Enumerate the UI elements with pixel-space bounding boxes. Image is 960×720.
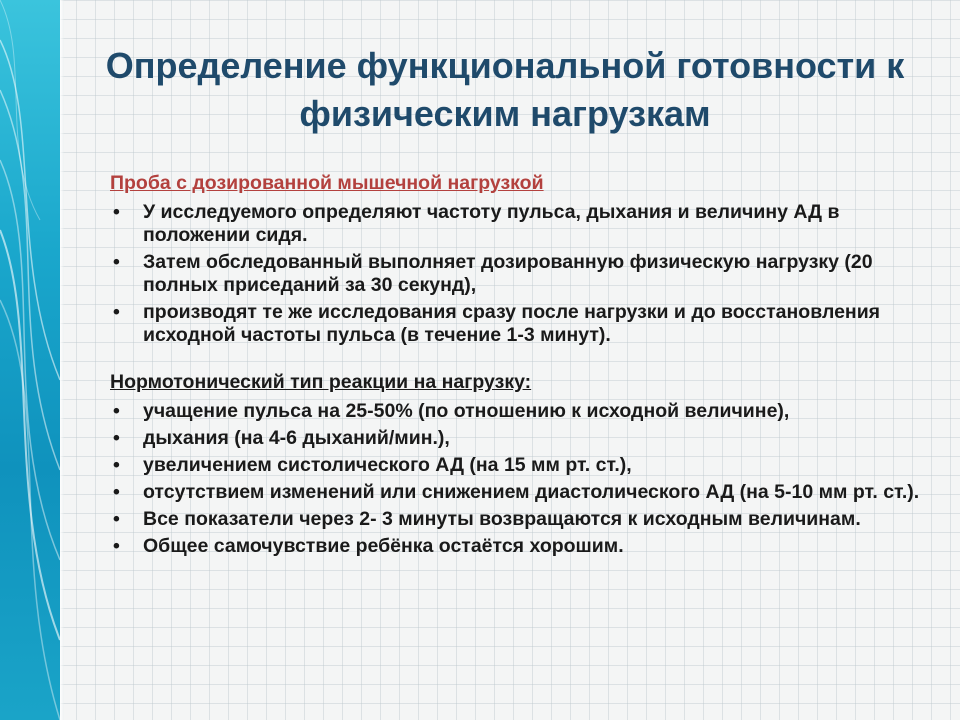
band-edge xyxy=(60,0,64,720)
list-item: • увеличением систолического АД (на 15 мм рт. ст.), xyxy=(113,454,632,476)
bullet-icon: • xyxy=(113,454,120,476)
bullet-list xyxy=(110,201,940,347)
bullet-icon: • xyxy=(113,251,120,273)
bullet-icon: • xyxy=(113,481,120,503)
decorative-side-band xyxy=(0,0,60,720)
list-item: • дыхания (на 4-6 дыханий/мин.), xyxy=(113,427,450,449)
section-normotonic-reaction xyxy=(110,371,940,558)
list-item: • отсутствием изменений или снижением диастолического АД (на 5-10 мм рт. ст.). xyxy=(113,481,920,503)
list-item: • У исследуемого определяют частоту пульса, дыхания и величину АД в положении сидя. xyxy=(113,201,840,246)
list-item: • Общее самочувствие ребёнка остаётся хорошим. xyxy=(113,535,624,557)
bullet-icon: • xyxy=(113,535,120,557)
list-item: • производят те же исследования сразу после нагрузки и до восстановления исходной частоты пульса (в течение 1-3 минут). xyxy=(113,301,881,346)
slide-title: Определение функциональной готовности к физическим нагрузкам xyxy=(105,45,905,134)
list-item: • учащение пульса на 25-50% (по отношению к исходной величине), xyxy=(113,400,790,422)
slide-content xyxy=(110,172,940,562)
section-heading: Нормотонический тип реакции на нагрузку: xyxy=(110,371,532,393)
list-item: • Все показатели через 2- 3 минуты возвращаются к исходным величинам. xyxy=(113,508,861,530)
bullet-icon: • xyxy=(113,508,120,530)
section-heading: Проба с дозированной мышечной нагрузкой xyxy=(110,172,544,194)
bullet-list xyxy=(110,400,940,558)
bullet-icon: • xyxy=(113,201,120,223)
bullet-icon: • xyxy=(113,301,120,323)
wave-decoration xyxy=(0,0,60,720)
section-dosed-load xyxy=(110,172,940,347)
bullet-icon: • xyxy=(113,427,120,449)
bullet-icon: • xyxy=(113,400,120,422)
list-item: • Затем обследованный выполняет дозированную физическую нагрузку (20 полных приседаний за 30 секунд), xyxy=(113,251,873,296)
